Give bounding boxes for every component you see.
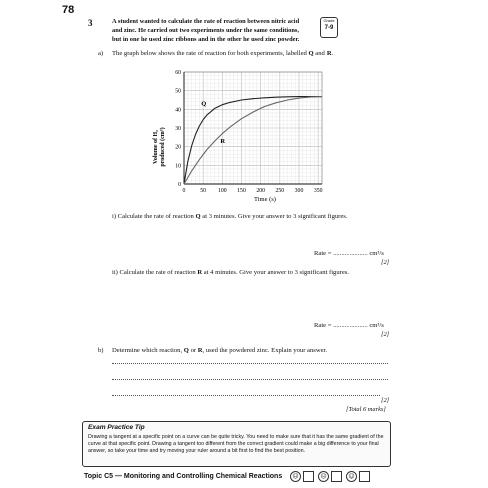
happy-face-icon: ☺ (346, 471, 357, 482)
answer-line-2[interactable] (112, 378, 388, 380)
marks-b: [2] (381, 397, 390, 404)
question-intro: A student wanted to calculate the rate of reaction between nitric acid and zinc. He carried out two experiments under the same conditions, but in one he used zinc ribbons and in the other he used zinc powder. (112, 18, 300, 43)
neutral-face-icon: 😐 (318, 471, 329, 482)
sub-question-i (112, 212, 348, 221)
part-b-or: or (190, 347, 197, 354)
footer-topic: Topic C5 — Monitoring and Controlling Chemical Reactions (84, 473, 283, 480)
part-b-post: , used the powdered zinc. Explain your answer. (202, 347, 328, 354)
x-tick-label: 300 (294, 188, 304, 194)
y-tick-label: 20 (175, 144, 181, 151)
part-a-text (112, 49, 372, 58)
part-a-pre: The graph below shows the rate of reaction for both experiments, labelled (112, 50, 307, 57)
part-a-label: a) (98, 50, 104, 57)
y-tick-label: 40 (175, 107, 181, 114)
series-label-q: Q (201, 100, 207, 108)
page-number: 78 (62, 4, 75, 16)
x-tick-label: 150 (237, 188, 246, 194)
part-a-and: and (315, 50, 325, 57)
x-axis-label: Time (s) (254, 196, 276, 203)
graph-grid (184, 72, 322, 184)
sub-ii-post: at 4 minutes. Give your answer to 3 significant figures. (203, 269, 349, 276)
marks-i: [2] (381, 259, 390, 266)
sub-i-post: at 3 minutes. Give your answer to 3 significant figures. (202, 213, 348, 220)
sub-ii-pre: ii) Calculate the rate of reaction (112, 269, 196, 276)
rate-answer-ii[interactable]: Rate = ..................... cm³/s (314, 322, 384, 329)
grade-label: Grade (323, 18, 335, 23)
sub-question-ii (112, 268, 349, 277)
part-b-label: b) (98, 347, 104, 354)
y-axis-label-line1: Volume of H₂ (153, 130, 159, 164)
x-tick-label: 250 (275, 188, 285, 194)
sub-ii-bold: R (197, 269, 203, 276)
part-b-r: R (197, 347, 203, 354)
y-axis-label (153, 127, 166, 166)
x-tick-label: 200 (256, 188, 266, 194)
exam-tip-title: Exam Practice Tip (88, 424, 145, 431)
answer-line-3[interactable] (112, 394, 380, 396)
unhappy-face-icon: ☹ (290, 471, 301, 482)
sub-i-pre: i) Calculate the rate of reaction (112, 213, 194, 220)
answer-line-1[interactable] (112, 362, 388, 364)
question-number: 3 (88, 18, 93, 28)
grade-badge (320, 17, 338, 38)
total-marks: [Total 6 marks] (346, 406, 386, 413)
y-tick-label: 60 (175, 70, 181, 76)
part-a-r: R (326, 50, 332, 57)
part-a-end: . (331, 50, 334, 57)
marks-ii: [2] (381, 331, 390, 338)
unhappy-checkbox[interactable] (303, 471, 314, 482)
y-axis-label-line2: produced (cm³) (160, 127, 166, 167)
y-tick-label: 50 (175, 88, 181, 95)
sub-i-bold: Q (195, 213, 201, 220)
rate-graph (140, 62, 360, 212)
y-tick-label: 10 (175, 163, 181, 170)
neutral-checkbox[interactable] (331, 471, 342, 482)
x-tick-label: 100 (217, 188, 227, 194)
x-tick-label: 0 (182, 188, 186, 194)
x-tick-label: 50 (200, 188, 207, 194)
y-tick-label: 0 (178, 182, 181, 188)
rate-answer-i[interactable]: Rate = ..................... cm³/s (314, 250, 384, 257)
grade-value: 7-9 (324, 25, 334, 31)
part-a-q: Q (308, 50, 314, 57)
part-b-q: Q (183, 347, 189, 354)
exam-tip-text: Drawing a tangent at a specific point on a curve can be quite tricky. You need to make sure that it has the same gradient of the curve at that specific point. Drawing a tangent too different from the correct gradient could make a big difference to your final answer, so take your time and try moving your ruler around a bit first to find the best position. (88, 434, 384, 454)
graph-ticks (175, 70, 322, 194)
happy-checkbox[interactable] (359, 471, 370, 482)
part-b-text (112, 346, 327, 355)
x-tick-label: 350 (313, 188, 323, 194)
part-b-pre: Determine which reaction, (112, 347, 183, 354)
series-label-r: R (220, 137, 226, 145)
y-tick-label: 30 (175, 126, 181, 132)
